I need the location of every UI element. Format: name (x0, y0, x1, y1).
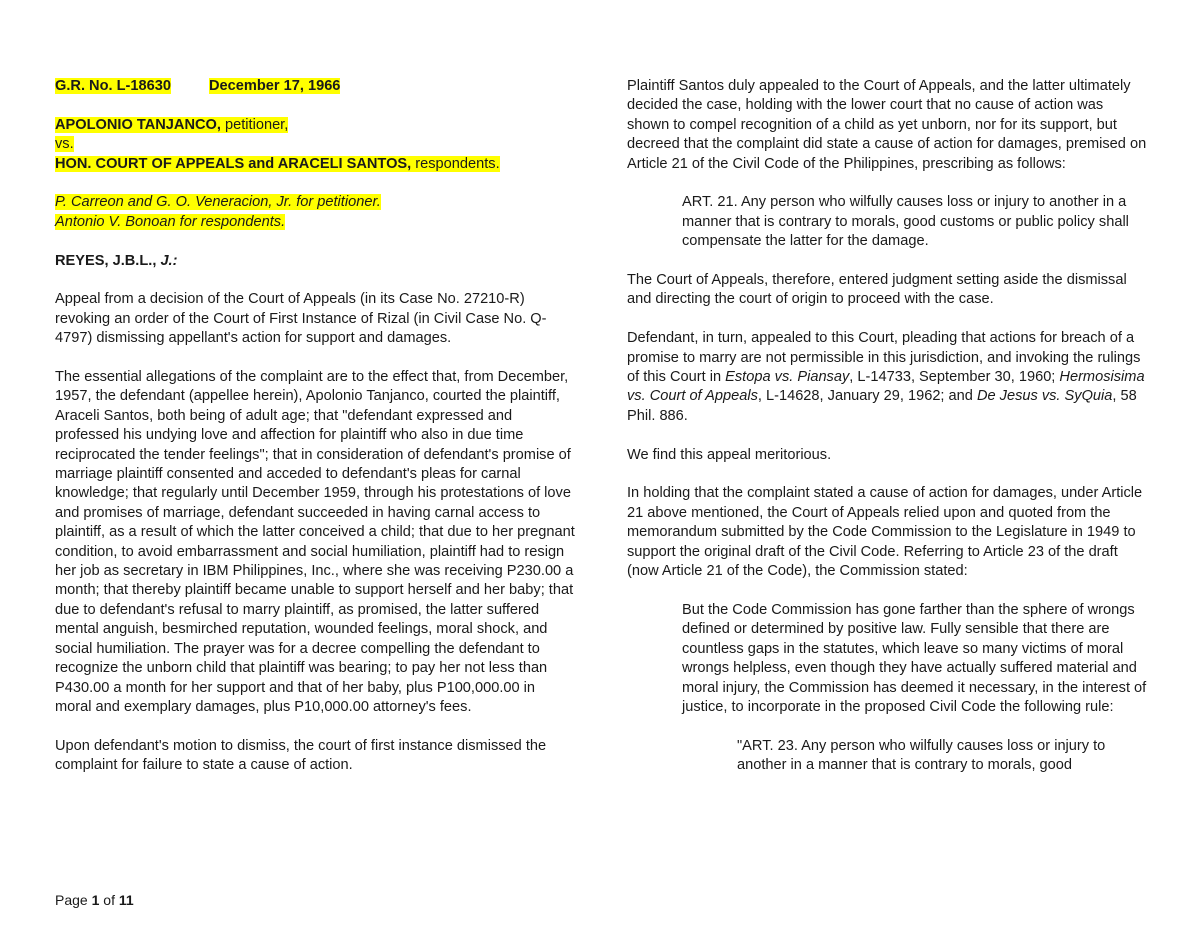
paragraph-appeal: Appeal from a decision of the Court of Appeals (in its Case No. 27210-R) revoking an order of the Court of First Instance of Rizal (in Civil Case No. Q-4797) dismissing appellant's action for support and damages. (55, 291, 547, 347)
respondents-role: respondents. (411, 155, 500, 172)
quote-art23: "ART. 23. Any person who wilfully causes loss or injury to another in a manner that is contrary to morals, good (737, 737, 1106, 774)
petitioner-role: petitioner, (220, 116, 289, 133)
parties-block (55, 116, 575, 174)
paragraph-dismissal: Upon defendant's motion to dismiss, the court of first instance dismissed the complaint for failure to state a cause of action. (55, 737, 547, 774)
case-citation: De Jesus vs. SyQuia (976, 388, 1113, 405)
paragraph-allegations: The essential allegations of the complaint are to the effect that, from December, 1957, the defendant (appellee herein), Apolonio Tanjanco, courted the plaintiff, Araceli Santos, both being of adult age; that "defendant expressed and professed his undying love and affection for plaintiff who also in due time reciprocated the tender feelings"; that in consideration of defendant's promise of marriage plaintiff consented and acceded to defendant's pleas for carnal knowledge; that regularly until December 1959, through his protestations of love and promises of marriage, defendant succeeded in having carnal access to plaintiff, as a result of which the latter conceived a child; that due to her pregnant condition, to avoid embarrassment and social humiliation, plaintiff had to resign her job as secretary in IBM Philippines, Inc., where she was receiving P230.00 a month; that thereby plaintiff became unable to support herself and her baby; that due to defendant's refusal to marry plaintiff, as promised, the latter suffered mental anguish, besmirched reputation, wounded feelings, moral shock, and social humiliation. The prayer was for a decree compelling the defendant to recognize the unborn child that plaintiff was bearing; to pay her not less than P430.00 a month for her support and that of her baby, plus P100,000.00 in moral and exemplary damages, plus P10,000.00 attorney's fees. (55, 369, 575, 715)
quote-commission: But the Code Commission has gone farther than the sphere of wrongs defined or determined by positive law. Fully sensible that there are countless gaps in the statutes, which leave so many victims of moral wrongs helpless, even though they have actually suffered material and moral injury, the Commission has deemed it necessary, in the interest of justice, to incorporate in the proposed Civil Code the following rule: (682, 601, 1147, 715)
ponente: REYES, J.B.L., J.: (55, 252, 178, 269)
counsel-block (55, 193, 575, 232)
petitioner-name: APOLONIO TANJANCO, (55, 116, 221, 133)
versus-label: vs. (55, 136, 74, 153)
gr-number: G.R. No. L-18630 (55, 78, 171, 94)
decision-date: December 17, 1966 (208, 78, 341, 94)
counsel-petitioner: P. Carreon and G. O. Veneracion, Jr. for petitioner. (55, 194, 381, 211)
left-column (55, 77, 575, 776)
case-citation: Estopa vs. Piansay (725, 369, 850, 386)
case-caption (55, 77, 575, 96)
quote-art21: ART. 21. Any person who wilfully causes loss or injury to another in a manner that is contrary to morals, good customs or public policy shall compensate the latter for the damage. (682, 194, 1129, 250)
page-footer: Page 1 of 11 (55, 892, 134, 908)
page-total: 11 (118, 892, 134, 908)
paragraph-defendant-appeal: Defendant, in turn, appealed to this Court, pleading that actions for breach of a promise to marry are not permissible in this jurisdiction, and invoking the rulings of this Court in Estopa vs. Piansay, L-14733, September 30, 1960; Hermosisima vs. Court of Appeals, L-14628, January 29, 1962; and De Jesus vs. SyQuia, 58 Phil. 886. (627, 330, 1145, 424)
paragraph-ca-judgment: The Court of Appeals, therefore, entered judgment setting aside the dismissal and directing the court of origin to proceed with the case. (627, 272, 1127, 308)
counsel-respondents: Antonio V. Bonoan for respondents. (55, 213, 286, 230)
page-number: 1 (91, 892, 100, 908)
paragraph-meritorious: We find this appeal meritorious. (627, 446, 832, 463)
paragraph-ca-appeal: Plaintiff Santos duly appealed to the Court of Appeals, and the latter ultimately decided the case, holding with the lower court that no cause of action was shown to compel recognition of a child as yet unborn, nor for its support, but decreed that the complaint did state a cause of action for damages, premised on Article 21 of the Civil Code of the Philippines, prescribing as follows: (627, 78, 1147, 172)
case-citation: Hermosisima vs. Court of Appeals (627, 369, 1145, 405)
right-column (627, 77, 1147, 776)
respondents-name: HON. COURT OF APPEALS and ARACELI SANTOS, (55, 155, 412, 172)
paragraph-code-commission: In holding that the complaint stated a cause of action for damages, under Article 21 above mentioned, the Court of Appeals relied upon and quoted from the memorandum submitted by the Code Commission to the Legislature in 1949 to support the original draft of the Civil Code. Referring to Article 23 of the draft (now Article 21 of the Code), the Commission stated: (627, 485, 1143, 580)
